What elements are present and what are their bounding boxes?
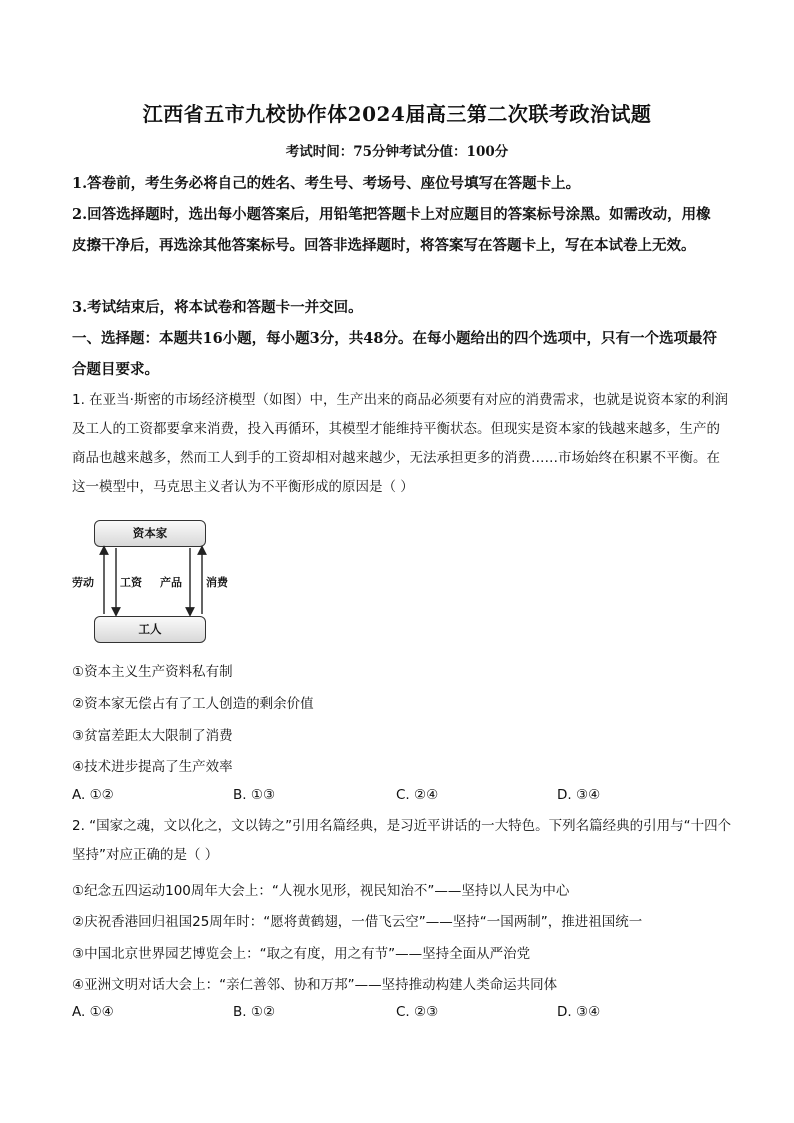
label-wage: 工资 bbox=[120, 576, 142, 589]
q1-choice-a[interactable]: A. ①② bbox=[72, 787, 114, 803]
label-labour: 劳动 bbox=[72, 576, 94, 589]
exam-info: 考试时间：75分钟考试分值：100分 bbox=[285, 144, 509, 160]
page-title: 江西省五市九校协作体2024届高三第二次联考政治试题 bbox=[142, 102, 652, 126]
instruction-1: 1.答卷前，考生务必将自己的姓名、考生号、考场号、座位号填写在答题卡上。 bbox=[72, 175, 581, 192]
instruction-2: 2.回答选择题时，选出每小题答案后，用铅笔把答题卡上对应题目的答案标号涂黑。如需改动，用橡皮擦干净后，再选涂其他答案标号。回答非选择题时，将答案写在答题卡上，写在本试卷上无效。 bbox=[72, 206, 711, 254]
q2-option-1: ①纪念五四运动100周年大会上：“人视水见形，视民知治不”——坚持以人民为中心 bbox=[72, 883, 570, 899]
q2-choice-b[interactable]: B. ①② bbox=[233, 1004, 276, 1020]
q2-stem: 2. “国家之魂，文以化之，文以铸之”引用名篇经典，是习近平讲话的一大特色。下列名篇经典的引用与“十四个坚持”对应正确的是（ ） bbox=[72, 818, 732, 863]
q2-choice-c[interactable]: C. ②③ bbox=[396, 1004, 439, 1020]
q1-option-2: ②资本家无偿占有了工人创造的剩余价值 bbox=[72, 696, 314, 712]
q1-choice-d[interactable]: D. ③④ bbox=[557, 787, 601, 803]
section-heading: 一、选择题：本题共16小题，每小题3分，共48分。在每小题给出的四个选项中，只有一个选项最符合题目要求。 bbox=[72, 330, 717, 378]
worker-box: 工人 bbox=[94, 616, 206, 643]
q1-choice-b[interactable]: B. ①③ bbox=[233, 787, 276, 803]
q2-option-4: ④亚洲文明对话大会上：“亲仁善邻、协和万邦”——坚持推动构建人类命运共同体 bbox=[72, 977, 558, 993]
instruction-3: 3.考试结束后，将本试卷和答题卡一并交回。 bbox=[72, 299, 363, 316]
q1-choice-c[interactable]: C. ②④ bbox=[396, 787, 439, 803]
q2-choice-d[interactable]: D. ③④ bbox=[557, 1004, 601, 1020]
q2-choice-a[interactable]: A. ①④ bbox=[72, 1004, 114, 1020]
q2-option-3: ③中国北京世界园艺博览会上：“取之有度，用之有节”——坚持全面从严治党 bbox=[72, 946, 531, 962]
q1-option-4: ④技术进步提高了生产效率 bbox=[72, 759, 233, 775]
q1-option-1: ①资本主义生产资料私有制 bbox=[72, 664, 233, 680]
q1-option-3: ③贫富差距太大限制了消费 bbox=[72, 728, 233, 744]
label-product: 产品 bbox=[160, 576, 182, 589]
q2-option-2: ②庆祝香港回归祖国25周年时：“愿将黄鹤翅，一借飞云空”——坚持“一国两制”，推进祖国统一 bbox=[72, 914, 643, 930]
capitalist-box: 资本家 bbox=[94, 520, 206, 547]
market-model-diagram bbox=[70, 520, 235, 648]
label-consumption: 消费 bbox=[206, 576, 228, 589]
q1-stem: 1. 在亚当·斯密的市场经济模型（如图）中，生产出来的商品必须要有对应的消费需求，也就是说资本家的利润及工人的工资都要拿来消费，投入再循环，其模型才能维持平衡状态。但现实是资本家的钱越来越多，生产的商品也越来越多，然而工人到手的工资却相对越来越少，无法承担更多的消费……市场始终在积累不平衡。在这一模型中，马克思主义者认为不平衡形成的原因是（ ） bbox=[72, 392, 728, 495]
